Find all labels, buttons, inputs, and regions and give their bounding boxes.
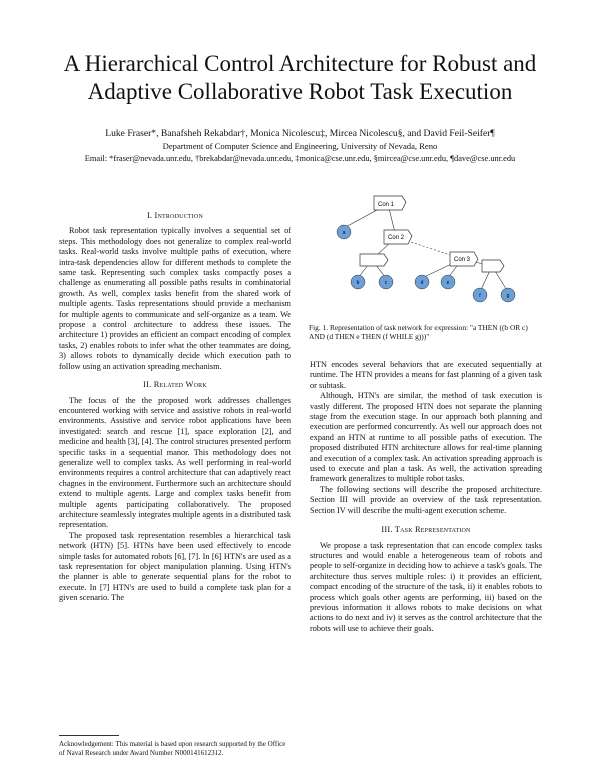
node-b-label: b <box>356 280 360 286</box>
intro-paragraph: Robot task representation typically involves a sequential set of steps. This methodology does not generalize to complex real-world tasks. Real-world tasks involve multiple paths of execution, where intra-task dependencies allow for different methods to complete the same task. Representing such complex tasks compactly poses a challenge as enumerating all possible paths results in combinatorial growth. As well, complex tasks benefit from the shared work of multiple agents. Tasks representations should provide a mechanism for multiple agents to communicate and self-organize as a team. We propose a control architecture to address these issues. The architecture 1) provides an efficient an compact encoding of complex tasks, 2) enables robots to infer what the other teammates are doing, 3) allows robots to dynamically decide which execution path to follow using an activation spreading mechanism. <box>59 226 291 371</box>
node-a-label: a <box>342 230 346 236</box>
right-paragraph-2: Although, HTN's are similar, the method of task execution is vastly different. The proposed HTN does not separate the planning stage from the execution stage. In our approach both planning and execution are performed concurrently. As well our approach does not expand an HTN at runtime to all possible paths of execution. The proposed distributed HTN architecture allows for real-time planning and execution of a complex task. An activation spreading approach is used to execute and plan a task. As well, the activation spreading framework generalizes to multiple robot tasks. <box>310 391 542 484</box>
figure-caption: Fig. 1. Representation of task network for expression: "a THEN ((b OR c) AND (d THEN e THEN (f WHILE g)))" <box>309 323 528 341</box>
node-con2-label: Con 2 <box>387 235 405 241</box>
paper-title <box>40 50 560 106</box>
right-paragraph-3: The following sections will describe the proposed architecture. Section III will provide an overview of the task representation. Section IV will describe the multi-agent execution scheme. <box>310 484 542 515</box>
left-column <box>59 207 291 604</box>
node-f-label: f <box>479 293 481 299</box>
right-paragraph-1: HTN encodes several behaviors that are executed sequentially at runtime. The HTN provides a means for fast planning of a given task or subtask. <box>310 360 542 390</box>
department: Department of Computer Science and Engineering, University of Nevada, Reno <box>162 141 438 151</box>
section-heading-introduction: I. Introduction <box>146 211 204 220</box>
title-line-1: A Hierarchical Control Architecture for Robust and <box>63 51 537 76</box>
node-g-label: g <box>506 293 510 299</box>
node-d-label: d <box>420 280 424 286</box>
node-while-shape <box>482 260 504 272</box>
node-con3-label: Con 3 <box>453 257 471 263</box>
task-network-figure <box>330 190 530 308</box>
node-c-label: c <box>384 280 388 286</box>
section-heading-task-representation: III. Task Representation <box>381 525 471 535</box>
related-paragraph-1: The focus of the the proposed work addresses challenges encountered working with service and assistive robots in real-world environments. Assistive and service robot applications have been investigated: search and rescue [1], space exploration [2], and medicine and health [3], [4]. The control structures presented perform specific tasks in a sequential manor. This methodology does not generalize well to complex tasks. As well performing in real-world environments requires a control architecture that can adaptively react chagnes in the environment. Furthermore such an architecture should extend to multiple agents. Large and complex tasks benefit from multiple agents participating collaboratively. The proposed architecture seamlessly integrates multiple agents in a distributed task representation. <box>59 395 291 530</box>
section-heading-related-work: II. Related Work <box>143 380 207 390</box>
title-line-2: Adaptive Collaborative Robot Task Execution <box>87 79 513 104</box>
node-or-shape <box>360 254 388 266</box>
footnote: Acknowledgement: This material is based upon research supported by the Office of Naval Research under Award Number N000141612312. <box>59 740 286 757</box>
node-con1-label: Con 1 <box>377 202 395 208</box>
footnote-rule <box>59 735 119 736</box>
related-paragraph-2: The proposed task representation resembles a hierarchical task network (HTN) [5]. HTNs have been used effectively to encode simple tasks for automated robots [6], [7]. In [6] HTN's are used as a task representation for object manipulation planning. Using HTN's the planner is able to generate sequential plans for the robot to execute. In [7] HTN's are used to build a complete task plan for a given scenario. The <box>59 530 291 603</box>
task-paragraph: We propose a task representation that can encode complex tasks structures and would enable a heterogeneous team of robots and people to self-organize in deciding how to achieve a task's goals. The architecture thus serves multiple roles: i) it provides an efficient, compact encoding of the structure of the task, ii) it enables robots to process which goals other agents are performing, iii) based on the previous information it allows robots to make decisions on what actions to do next and iv) it serves as the control architecture that the robots will use to achieve their goals. <box>310 540 542 633</box>
node-e-label: e <box>446 280 450 286</box>
right-column <box>310 360 542 634</box>
authors: Luke Fraser*, Banafsheh Rekabdar†, Monica Nicolescu‡, Mircea Nicolescu§, and David Feil-Seifer¶ <box>105 128 495 139</box>
email-line: Email: *fraser@nevada.unr.edu, †brekabdar@nevada.unr.edu, ‡monica@cse.unr.edu, §mircea@cse.unr.edu, ¶dave@cse.unr.edu <box>84 154 516 163</box>
